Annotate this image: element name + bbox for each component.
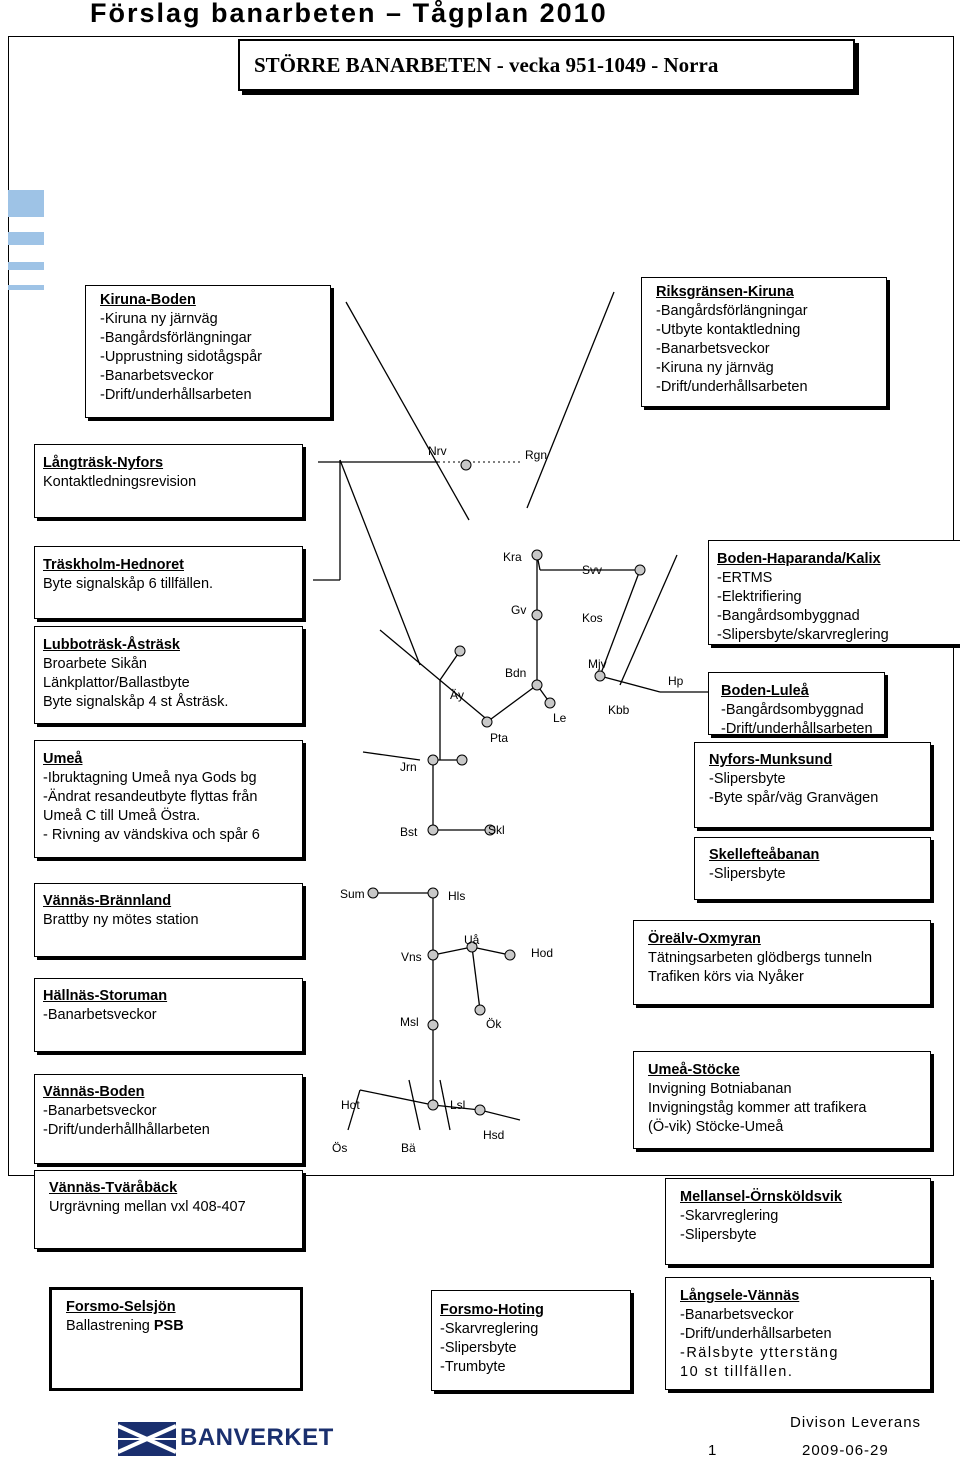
box-title: Riksgränsen-Kiruna (656, 284, 794, 300)
station-label: Äy (450, 688, 465, 702)
box-line: -Banarbetsveckor (43, 1007, 157, 1023)
info-box-forsmo-hoting (431, 1290, 631, 1391)
footer-page-number: 1 (708, 1442, 717, 1459)
box-line: -Drift/underhållsarbeten (721, 721, 873, 737)
station-label: Hod (531, 946, 554, 960)
box-line: -Slipersbyte (709, 771, 786, 787)
box-line: -Trumbyte (440, 1359, 506, 1375)
station-label: Sum (340, 887, 365, 901)
station-label: Bä (401, 1141, 416, 1155)
banverket-logo-icon (118, 1422, 176, 1456)
box-title: Forsmo-Hoting (440, 1302, 544, 1318)
info-box-langtrask-nyfors (34, 444, 303, 518)
info-box-nyfors-munksund (694, 742, 931, 828)
box-line: -Kiruna ny järnväg (656, 360, 774, 376)
info-box-orealv-oxmyran (633, 920, 931, 1005)
box-line: Länkplattor/Ballastbyte (43, 675, 190, 691)
station-label: Ök (486, 1017, 502, 1031)
box-title: Umeå (43, 751, 83, 767)
box-title: Vännäs-Tväråbäck (49, 1180, 178, 1196)
box-title: Mellansel-Örnsköldsvik (680, 1189, 842, 1205)
box-line: -Bangårdsförlängningar (656, 303, 808, 319)
info-box-umea (34, 740, 303, 858)
box-line: -Banarbetsveckor (680, 1307, 794, 1323)
box-title: Träskholm-Hednoret (43, 557, 184, 573)
box-line: Broarbete Sikån (43, 656, 147, 672)
box-title: Nyfors-Munksund (709, 752, 833, 768)
box-line: Byte signalskåp 4 st Åsträsk. (43, 694, 229, 710)
info-box-hallnas-storuman (34, 978, 303, 1052)
station-label: Skl (488, 823, 505, 837)
box-line: Invigningståg kommer att trafikera (648, 1100, 867, 1116)
box-line: -Skarvreglering (680, 1208, 779, 1224)
box-line: -Slipersbyte (680, 1227, 757, 1243)
info-box-vannas-brannland (34, 883, 303, 957)
box-line: -Utbyte kontaktledning (656, 322, 801, 338)
info-box-skelleftebanan (694, 837, 931, 900)
station-label: Msl (400, 1015, 419, 1029)
box-line: -Banarbetsveckor (100, 368, 214, 384)
info-box-langsele-vannas (665, 1277, 931, 1390)
box-line: (Ö-vik) Stöcke-Umeå (648, 1119, 784, 1135)
box-title: Kiruna-Boden (100, 292, 196, 308)
box-title: Hällnäs-Storuman (43, 988, 168, 1004)
box-line: -Slipersbyte/skarvreglering (717, 627, 889, 643)
info-box-vannas-tvarabaeck (34, 1170, 303, 1249)
station-label: Kbb (608, 703, 630, 717)
logo-text: BANVERKET (180, 1424, 334, 1451)
box-line: Urgrävning mellan vxl 408-407 (49, 1199, 246, 1215)
box-title: Vännäs-Boden (43, 1084, 145, 1100)
box-line: -Byte spår/väg Granvägen (709, 790, 879, 806)
info-box-vannas-boden (34, 1074, 303, 1164)
station-label: Gv (511, 603, 527, 617)
info-box-boden-haparanda (708, 540, 960, 645)
info-box-boden-lulea (708, 672, 885, 735)
box-line: Invigning Botniabanan (648, 1081, 792, 1097)
box-line: - Rivning av vändskiva och spår 6 (43, 827, 260, 843)
footer-division: Divison Leverans (790, 1414, 922, 1431)
box-line: Trafiken körs via Nyåker (648, 969, 804, 985)
box-title: Vännäs-Brännland (43, 893, 172, 909)
box-line-text: Ballastrening (66, 1318, 154, 1334)
station-label: Nrv (428, 444, 447, 458)
box-line: -Upprustning sidotågspår (100, 349, 263, 365)
page-title: Förslag banarbeten – Tågplan 2010 (90, 0, 608, 28)
info-box-mellansel-ornskoldsvik (665, 1178, 931, 1265)
station-label: Hsd (483, 1128, 505, 1142)
box-line: -Banarbetsveckor (656, 341, 770, 357)
box-line: -Kiruna ny järnväg (100, 311, 218, 327)
box-line: -Ibruktagning Umeå nya Gods bg (43, 770, 257, 786)
box-line: -Drift/underhållsarbeten (656, 379, 808, 395)
box-line: -Elektrifiering (717, 589, 802, 605)
station-label: Ös (332, 1141, 348, 1155)
station-label: Kos (582, 611, 603, 625)
station-label: Mjv (588, 657, 607, 671)
box-line: -Drift/underhållhållarbeten (43, 1122, 210, 1138)
station-label: Vns (401, 950, 422, 964)
info-box-umea-stocke (633, 1051, 931, 1149)
station-label: Le (553, 711, 567, 725)
box-line: -Drift/underhållsarbeten (680, 1326, 832, 1342)
box-line: -Bangårdsombyggnad (717, 608, 860, 624)
box-line (66, 1317, 292, 1336)
box-title: Skellefteåbanan (709, 847, 820, 863)
station-label: Hls (448, 889, 466, 903)
box-line: -Bangårdsombyggnad (721, 702, 864, 718)
station-label: Hp (668, 674, 684, 688)
box-title: Umeå-Stöcke (648, 1062, 740, 1078)
station-label: Bst (400, 825, 418, 839)
box-line: Tätningsarbeten glödbergs tunneln (648, 950, 873, 966)
box-line: -ERTMS (717, 570, 773, 586)
station-label: Jrn (400, 760, 417, 774)
box-line: -Slipersbyte (709, 866, 786, 882)
info-box-lubbotrask-astrask (34, 626, 303, 724)
info-box-kiruna-boden (85, 285, 331, 418)
box-line: Brattby ny mötes station (43, 912, 199, 928)
station-label: Bdn (505, 666, 527, 680)
box-line: -Banarbetsveckor (43, 1103, 157, 1119)
box-line: -Rälsbyte ytterstäng (680, 1345, 839, 1361)
box-line: -Skarvreglering (440, 1321, 539, 1337)
box-title: Långträsk-Nyfors (43, 455, 164, 471)
box-title: Långsele-Vännäs (680, 1288, 800, 1304)
info-box-traskholm-hednoret (34, 546, 303, 619)
box-line: -Bangårdsförlängningar (100, 330, 252, 346)
box-line: -Ändrat resandeutbyte flyttas från (43, 789, 258, 805)
box-title: Öreälv-Oxmyran (648, 931, 761, 947)
station-label: Lsl (450, 1098, 466, 1112)
station-label: Uå (464, 933, 480, 947)
info-box-forsmo-selsjon (49, 1287, 303, 1391)
box-line: Kontaktledningsrevision (43, 474, 197, 490)
box-line: -Slipersbyte (440, 1340, 517, 1356)
box-line: Umeå C till Umeå Östra. (43, 808, 201, 824)
station-label: Hot (341, 1098, 360, 1112)
station-label: Pta (490, 731, 509, 745)
info-box-riksgransen-kiruna (641, 277, 887, 407)
station-label: Rgn (525, 448, 548, 462)
subtitle: STÖRRE BANARBETEN - vecka 951-1049 - Norra (254, 52, 719, 77)
box-line: Byte signalskåp 6 tillfällen. (43, 576, 214, 592)
box-title: Forsmo-Selsjön (66, 1299, 176, 1315)
footer-date: 2009-06-29 (802, 1442, 889, 1459)
box-line: -Drift/underhållsarbeten (100, 387, 252, 403)
box-line: 10 st tillfällen. (680, 1364, 794, 1380)
box-title: Lubboträsk-Åsträsk (43, 637, 180, 653)
box-title: Boden-Haparanda/Kalix (717, 551, 881, 567)
station-label: Kra (503, 550, 522, 564)
station-label: Svv (582, 563, 603, 577)
box-title: Boden-Luleå (721, 683, 809, 699)
box-line-bold: PSB (153, 1318, 184, 1334)
banverket-logo (118, 1422, 334, 1461)
